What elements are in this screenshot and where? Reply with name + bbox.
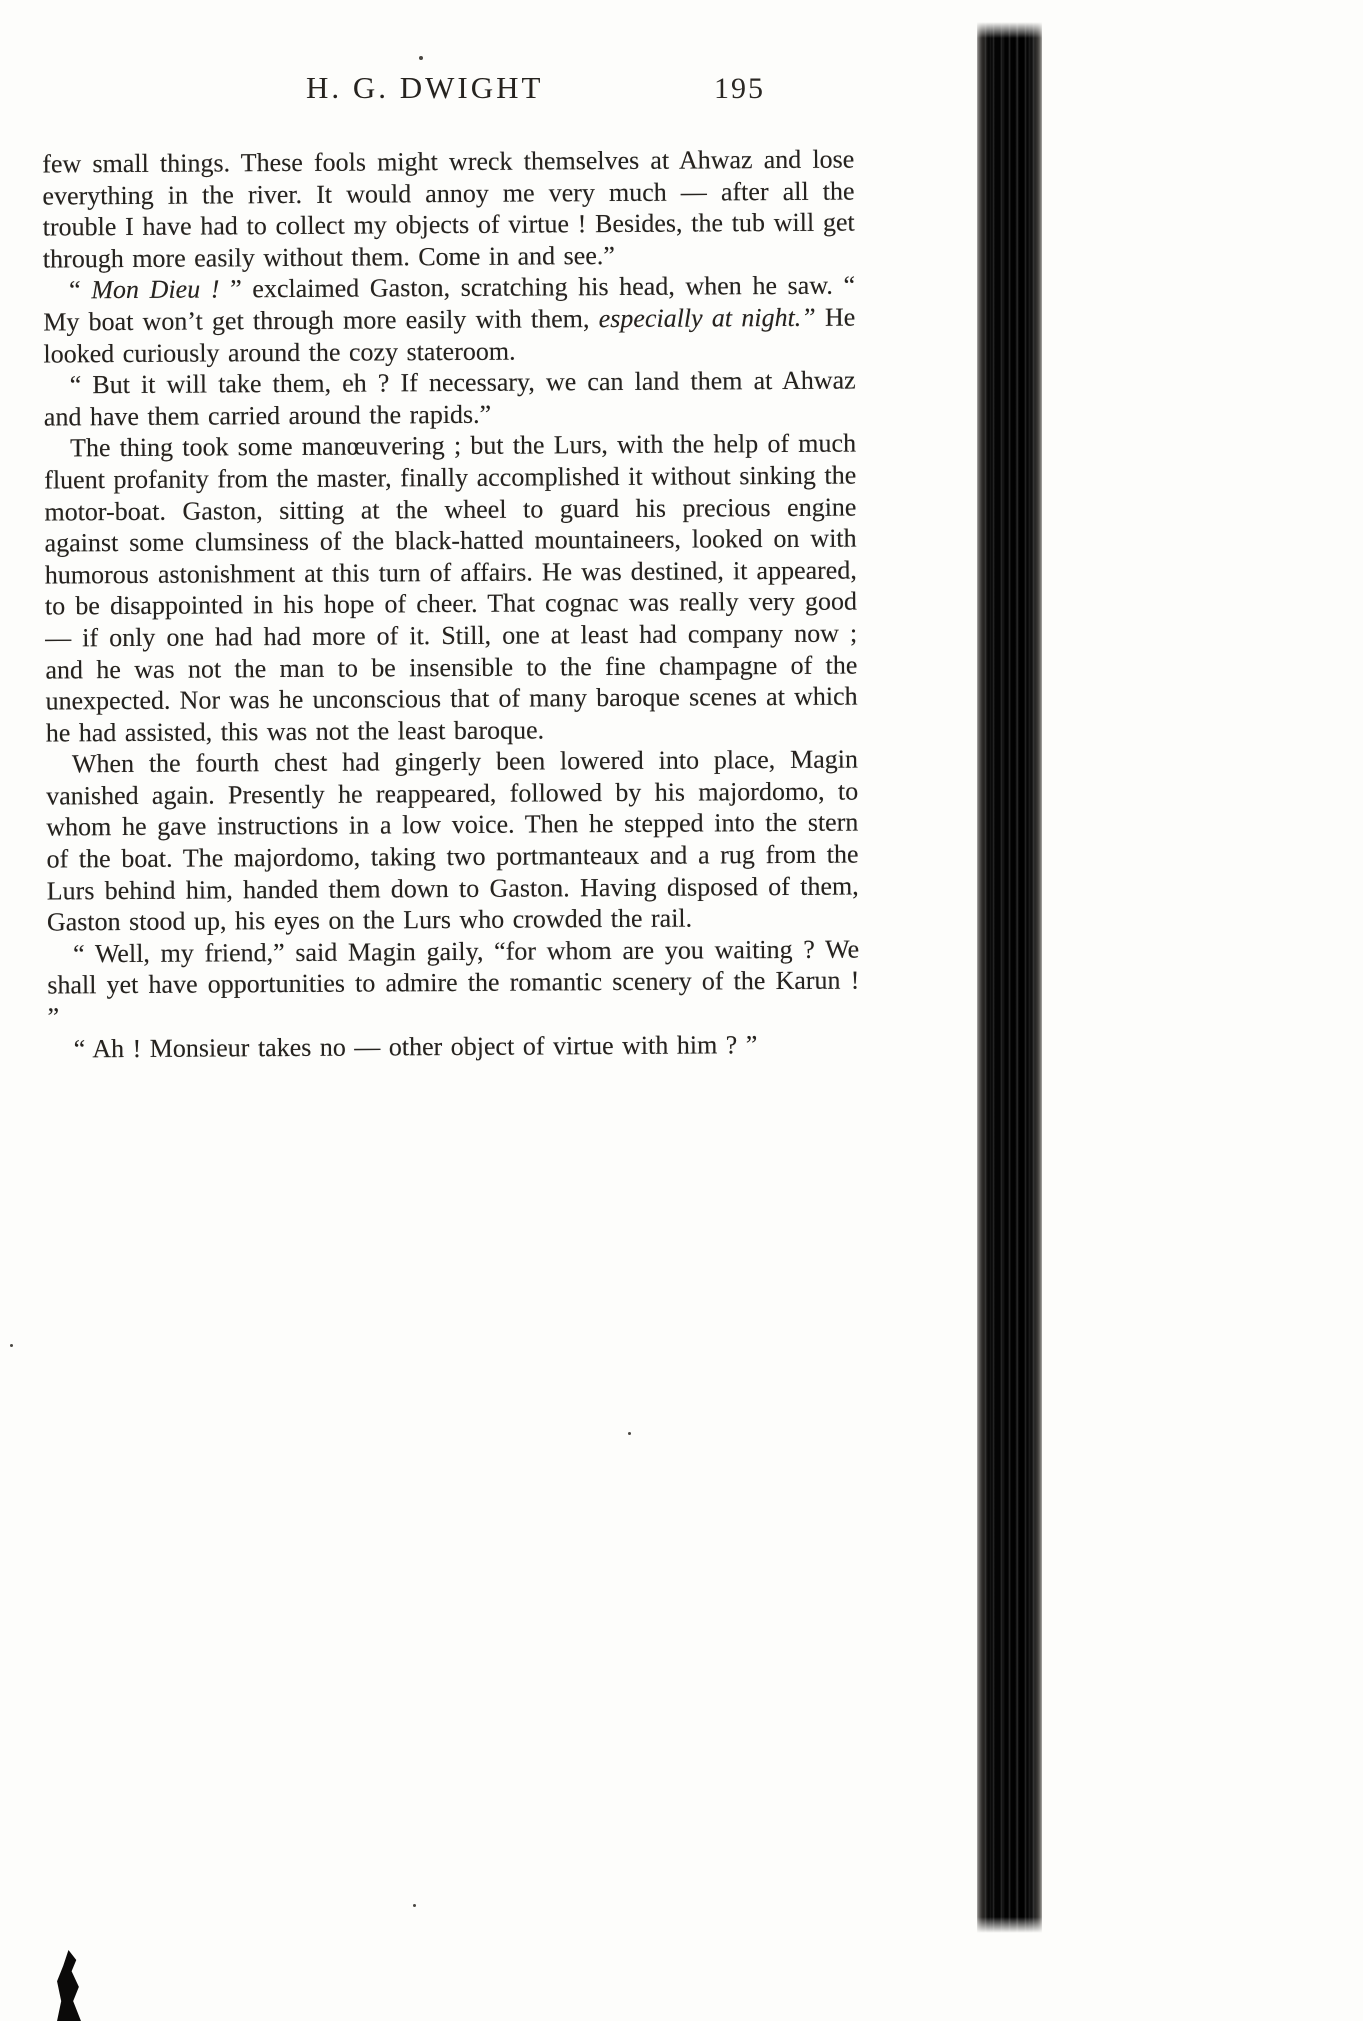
paragraph xyxy=(42,144,855,275)
scan-gutter-shadow xyxy=(977,22,1042,1933)
scan-corner-artifact xyxy=(56,1950,82,2021)
scan-speck xyxy=(419,56,423,60)
paragraph xyxy=(46,744,859,939)
paragraph xyxy=(44,428,858,749)
scan-speck xyxy=(628,1432,631,1435)
scan-speck xyxy=(10,1344,13,1347)
paragraph xyxy=(44,365,856,433)
paragraph xyxy=(43,270,856,370)
text-segment: He looked curiously around the cozy stateroom. xyxy=(43,302,856,369)
text-segment: “ But it will take them, eh ? If necessary, we can land them at Ahwaz and have them carried around the rapids.” xyxy=(43,365,856,432)
paragraph xyxy=(47,933,860,1033)
text-segment: “ Well, my friend,” said Magin gaily, “for whom are you waiting ? We shall yet have opportunities to admire the romantic scenery of the Karun ! ” xyxy=(47,934,860,1032)
running-header-title: H. G. DWIGHT xyxy=(306,70,544,105)
text-segment: When the fourth chest had gingerly been lowered into place, Magin vanished again. Presently he reappeared, followed by his majordomo, to whom he gave instructions in a low voice. Then he stepped into the stern of the boat. The majordomo, taking two portmanteaux and a rug from the Lurs behind him, handed them down to Gaston. Having disposed of them, Gaston stood up, his eyes on the Lurs who crowded the rail. xyxy=(46,744,859,937)
italic-text-segment: Mon Dieu ! xyxy=(91,274,220,305)
paragraph xyxy=(48,1028,860,1065)
italic-text-segment: especially at night.” xyxy=(598,302,816,334)
text-segment: few small things. These fools might wreck themselves at Ahwaz and lose everything in the river. It would annoy me very much — after all the trouble I have had to collect my objects of virtue ! Besides, the tub will get through more easily without them. Come in and see.” xyxy=(42,144,855,274)
body-text xyxy=(42,144,860,1065)
text-segment: The thing took some manœuvering ; but the Lurs, with the help of much fluent profanity from the master, finally accomplished it without sinking the motor-boat. Gaston, sitting at the wheel to guard his precious engine against some clumsiness of the black-hatted mountaineers, looked on with humorous astonishment at this turn of affairs. He was destined, it appeared, to be disappointed in his hope of cheer. That cognac was really very good — if only one had had more of it. Still, one at least had company now ; and he was not the man to be insensible to the fine champagne of the unexpected. Nor was he unconscious that of many baroque scenes at which he had assisted, this was not the least baroque. xyxy=(44,428,858,748)
text-segment: “ xyxy=(68,275,92,305)
scan-speck xyxy=(413,1904,416,1907)
text-segment: ” exclaimed Gaston, scratching his head, when he saw. “ My boat won’t get through more easily with them, xyxy=(43,270,856,337)
text-segment: “ Ah ! Monsieur takes no — other object of virtue with him ? ” xyxy=(73,1029,758,1063)
page-number: 195 xyxy=(714,72,765,105)
